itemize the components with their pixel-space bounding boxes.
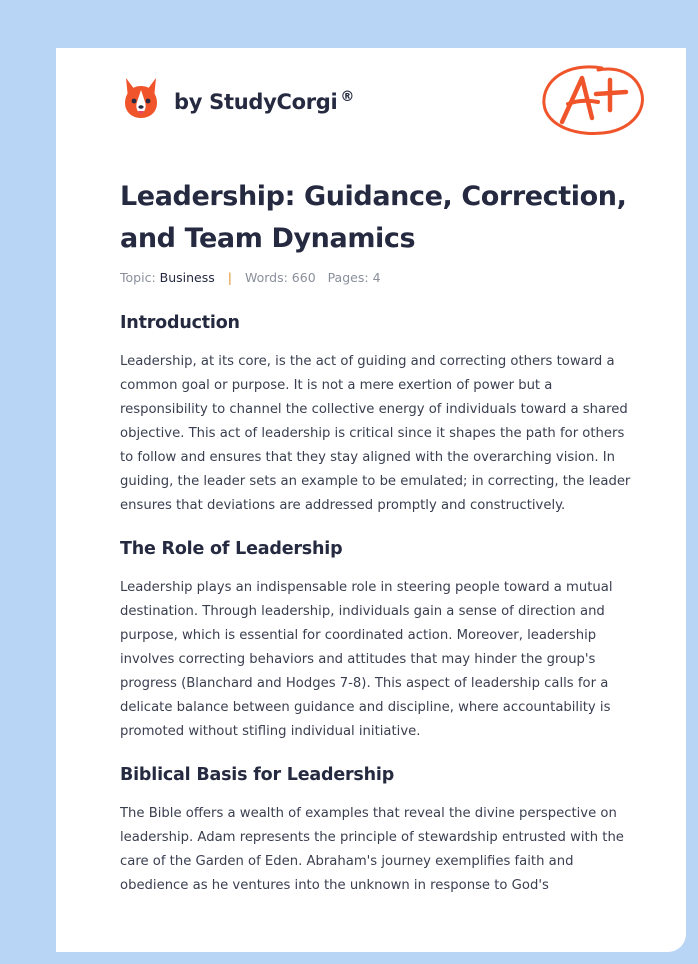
brand-name: by StudyCorgi ® — [174, 88, 355, 114]
studycorgi-logo[interactable] — [122, 76, 354, 120]
topic-label: Topic: — [120, 270, 156, 285]
section-text-role-of-leadership: Leadership plays an indispensable role in steering people toward a mutual destination. Through leadership, individuals gain a sense of direction and purpose, which is essential for coordinated action. Moreover, leadership involves correcting behaviors and attitudes that may hinder the group's progress (Blanchard and Hodges 7-8). This aspect of leadership calls for a delicate balance between guidance and discipline, where accountability is promoted without stifling individual initiative. — [120, 580, 613, 739]
meta-separator: | — [227, 270, 232, 285]
essay-body — [120, 310, 634, 916]
words-count: 660 — [291, 270, 316, 285]
section-text-introduction: Leadership, at its core, is the act of guiding and correcting others toward a common goal or purpose. It is not a mere exertion of power but a responsibility to channel the collective energy of individuals toward a shared objective. This act of leadership is critical since it shapes the path for others to follow and ensures that they stay aligned with the overarching vision. In guiding, the leader sets an example to be emulated; in correcting, the leader ensures that deviations are addressed promptly and constructively. — [120, 354, 631, 513]
essay-title: Leadership: Guidance, Correction, and Team Dynamics — [120, 181, 627, 254]
essay-meta — [120, 270, 381, 285]
pages-count: 4 — [372, 270, 381, 285]
corgi-icon — [122, 76, 160, 120]
document-page — [56, 48, 686, 952]
section-heading-introduction: Introduction — [120, 313, 240, 333]
words-label: Words: — [244, 270, 288, 285]
topic-link[interactable]: Business — [159, 270, 215, 285]
pages-label: Pages: — [327, 270, 369, 285]
section-heading-biblical-basis: Biblical Basis for Leadership — [120, 765, 395, 785]
section-text-biblical-basis: The Bible offers a wealth of examples that reveal the divine perspective on leadership. Adam represents the principle of stewardship entrusted with the care of the Garden of Eden. Abraham's journey exemplifies faith and obedience as he ventures into the unknown in response to God's — [120, 806, 624, 893]
section-heading-role-of-leadership: The Role of Leadership — [120, 539, 343, 559]
grade-a-plus-stamp — [538, 60, 648, 142]
